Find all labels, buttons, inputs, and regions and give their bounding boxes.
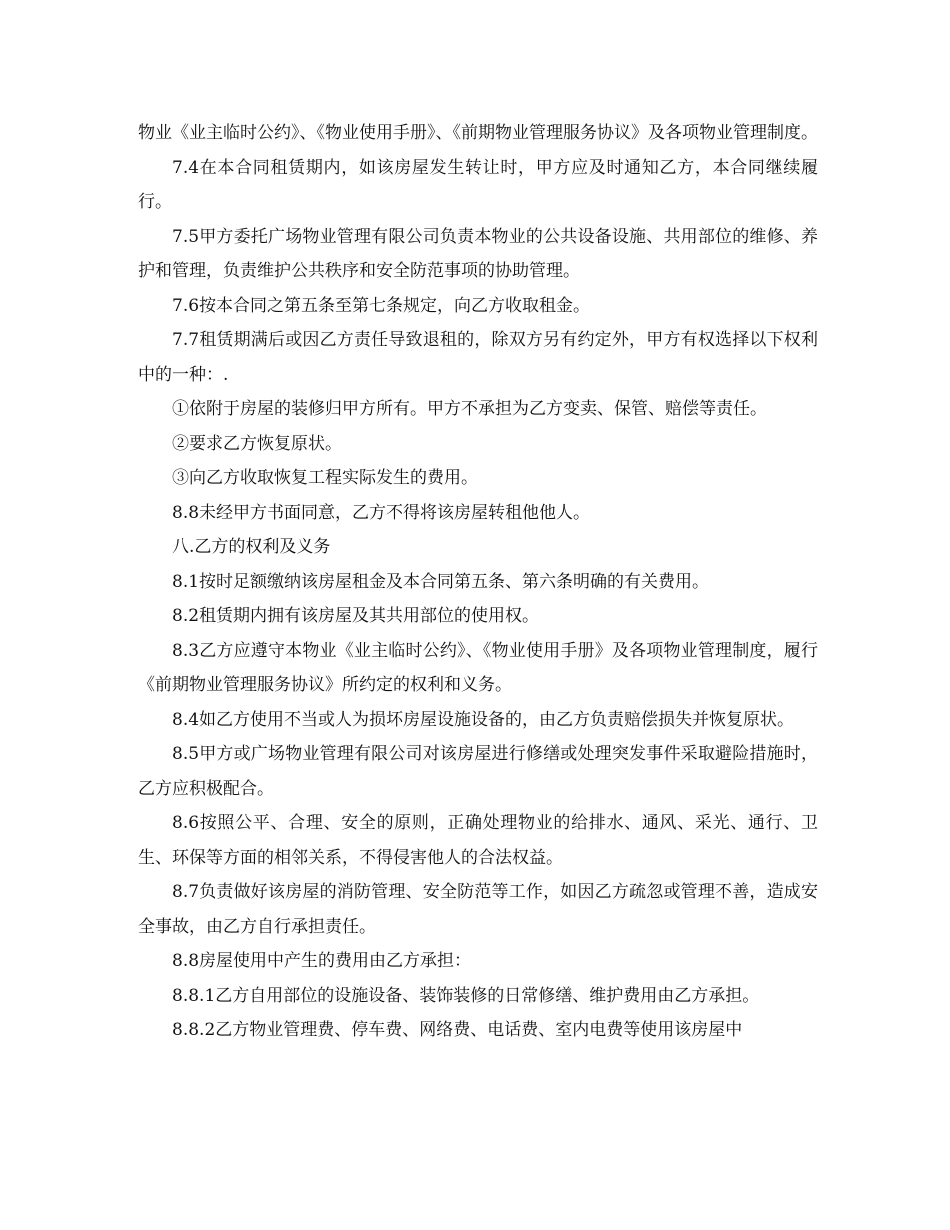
section-heading-8: 八.乙方的权利及义务 — [172, 537, 331, 557]
clause-8-5: 8.5甲方或广场物业管理有限公司对该房屋进行修缮或处理突发事件采取避险措施时，乙方应积极配合。 — [138, 744, 818, 799]
clause-7-5: 7.5甲方委托广场物业管理有限公司负责本物业的公共设备设施、共用部位的维修、养护和管理，负责维护公共秩序和安全防范事项的协助管理。 — [138, 226, 818, 281]
clause-7-7-option-3: ③向乙方收取恢复工程实际发生的费用。 — [172, 468, 478, 488]
clause-8-3: 8.3乙方应遵守本物业《业主临时公约》、《物业使用手册》及各项物业管理制度，履行《前期物业管理服务协议》所约定的权利和义务。 — [138, 640, 818, 695]
clause-8-8-sublease: 8.8未经甲方书面同意，乙方不得将该房屋转租他他人。 — [172, 502, 591, 523]
paragraph-continuation: 物业《业主临时公约》、《物业使用手册》、《前期物业管理服务协议》及各项物业管理制度。 — [138, 123, 818, 143]
clause-8-2: 8.2租赁期内拥有该房屋及其共用部位的使用权。 — [172, 606, 540, 626]
clause-8-1: 8.1按时足额缴纳该房屋租金及本合同第五条、第六条明确的有关费用。 — [172, 571, 710, 592]
contract-body — [138, 116, 818, 1048]
clause-8-4: 8.4如乙方使用不当或人为损坏房屋设施设备的，由乙方负责赔偿损失并恢复原状。 — [172, 709, 795, 730]
clause-7-7-option-2: ②要求乙方恢复原状。 — [172, 433, 342, 454]
clause-7-7: 7.7租赁期满后或因乙方责任导致退租的，除双方另有约定外，甲方有权选择以下权利中的一种：. — [138, 330, 818, 385]
clause-8-7: 8.7负责做好该房屋的消防管理、安全防范等工作，如因乙方疏忽或管理不善，造成安全事故，由乙方自行承担责任。 — [138, 882, 818, 937]
clause-7-4: 7.4在本合同租赁期内，如该房屋发生转让时，甲方应及时通知乙方，本合同继续履行。 — [138, 157, 818, 212]
clause-8-8-2: 8.8.2乙方物业管理费、停车费、网络费、电话费、室内电费等使用该房屋中 — [172, 1020, 743, 1040]
clause-8-6: 8.6按照公平、合理、安全的原则，正确处理物业的给排水、通风、采光、通行、卫生、环保等方面的相邻关系，不得侵害他人的合法权益。 — [138, 813, 818, 868]
clause-7-7-option-1: ①依附于房屋的装修归甲方所有。甲方不承担为乙方变卖、保管、赔偿等责任。 — [172, 399, 767, 419]
clause-8-8-1: 8.8.1乙方自用部位的设施设备、装饰装修的日常修缮、维护费用由乙方承担。 — [172, 985, 760, 1006]
clause-8-8: 8.8房屋使用中产生的费用由乙方承担： — [172, 951, 472, 971]
clause-7-6: 7.6按本合同之第五条至第七条规定，向乙方收取租金。 — [172, 295, 591, 316]
